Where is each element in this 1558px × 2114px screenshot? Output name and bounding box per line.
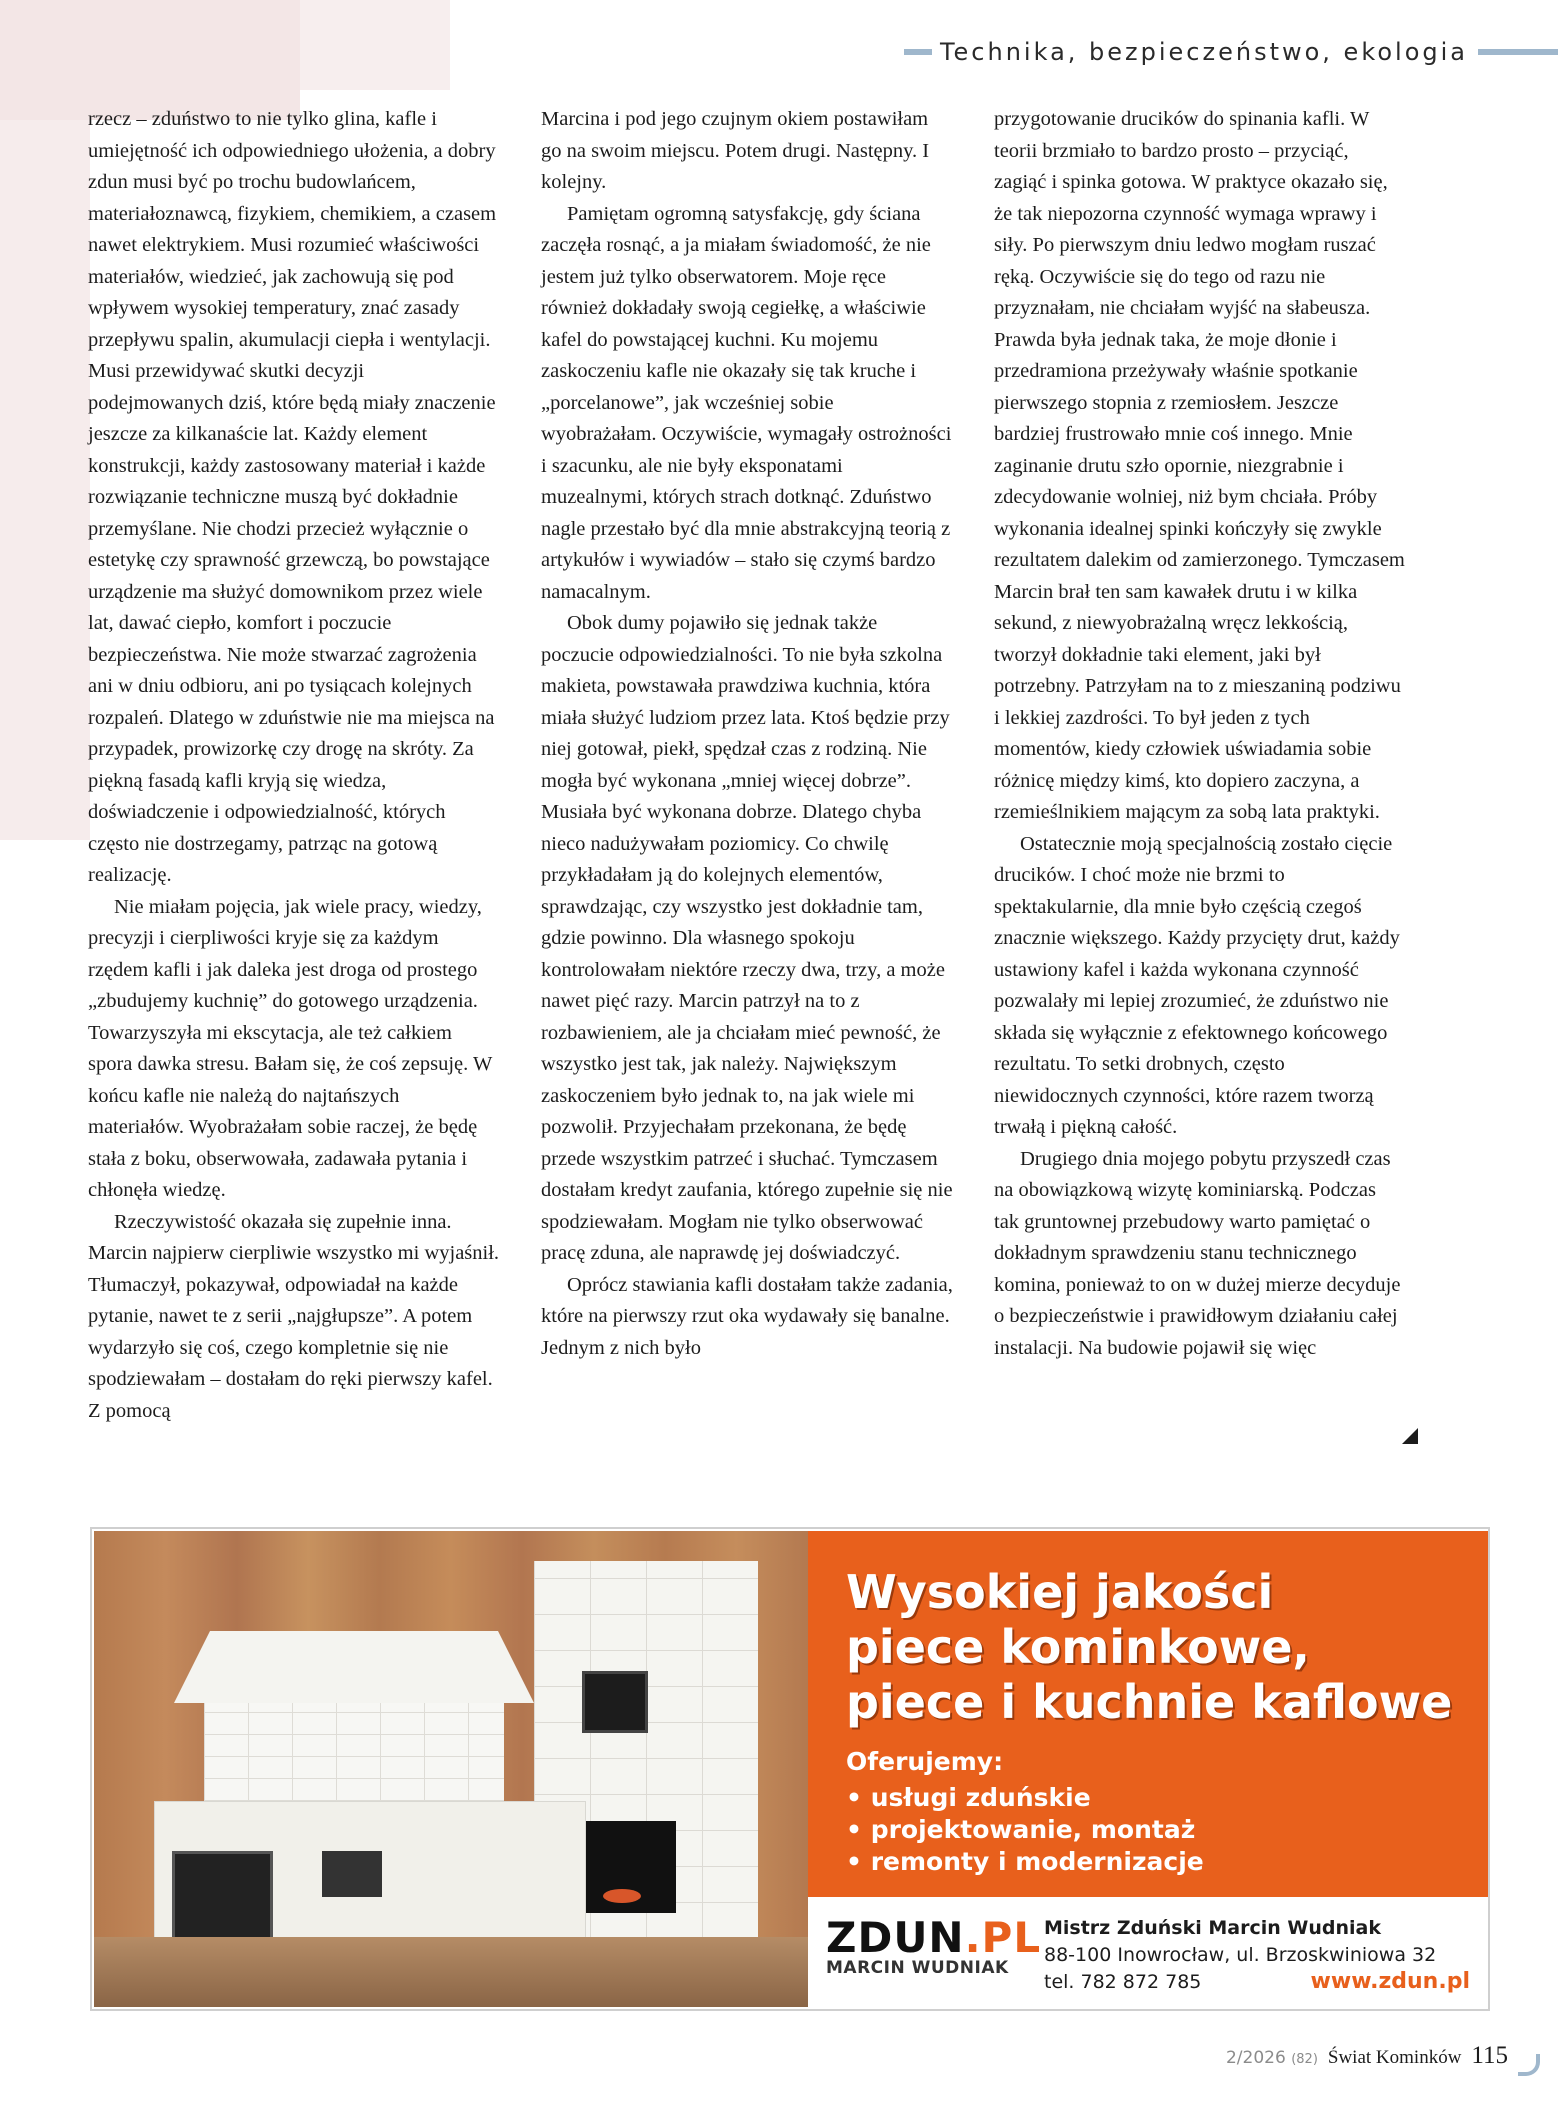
logo-subtitle: MARCIN WUDNIAK bbox=[826, 1958, 1009, 1978]
article-column-1 bbox=[88, 104, 500, 1427]
offer-title: Oferujemy: bbox=[846, 1747, 1004, 1776]
paragraph: Oprócz stawiania kafli dostałam także zadania, które na pierwszy rzut oka wydawały się banalne. Jednym z nich było bbox=[541, 1273, 953, 1359]
header-rule bbox=[904, 49, 932, 55]
paragraph: Nie miałam pojęcia, jak wiele pracy, wiedzy, precyzji i cierpliwości kryje się za każdym rzędem kafli i jak daleka jest droga od prostego „zbudujemy kuchnię” do gotowego urządzenia. Towarzyszyła mi ekscytacja, ale też całkiem spora dawka stresu. Bałam się, że coś zepsuję. W końcu kafle nie należą do najtańszych materiałów. Wyobrażałam sobie raczej, że będę stała z boku, obserwowała, zadawała pytania i chłonęła wiedzę. bbox=[88, 895, 492, 1201]
decorative-block bbox=[0, 0, 300, 120]
ad-headline-line: piece kominkowe, bbox=[846, 1620, 1310, 1674]
offer-item: • usługi zduńskie bbox=[846, 1782, 1204, 1814]
section-header bbox=[904, 34, 1558, 70]
website-link[interactable]: www.zdun.pl bbox=[1310, 1969, 1470, 1994]
page-footer bbox=[1226, 2042, 1508, 2070]
paragraph: przygotowanie drucików do spinania kafli. W teorii brzmiało to bardzo prosto – przyciąć, zagiąć i spinka gotowa. W praktyce okazało się, że tak niepozorna czynność wymaga wprawy i siły. Po pierwszym dniu ledwo mogłam ruszać ręką. Oczywiście się do tego od razu nie przyznałam, nie chciałam wyjść na słabeusza. Prawda była jednak taka, że moje dłonie i przedramiona przeżywały właśnie spotkanie pierwszego stopnia z rzemiosłem. Jeszcze bardziej frustrowało mnie coś innego. Mnie zaginanie drutu szło opornie, niezgrabnie i zdecydowanie wolniej, niż bym chciała. Próby wykonania idealnej spinki kończyły się zwykle rezultatem dalekim od zamierzonego. Tymczasem Marcin brał ten sam kawałek drutu i w kilka sekund, z niewyobrażalną wręcz lekkością, tworzył dokładnie taki element, jaki był potrzebny. Patrzyłam na to z mieszaniną podziwu i lekkiej zazdrości. To był jeden z tych momentów, kiedy człowiek uświadamia sobie różnicę między kimś, kto dopiero zaczyna, a rzemieślnikiem mającym za sobą lata praktyki. bbox=[994, 108, 1405, 823]
article-column-2 bbox=[541, 104, 953, 1364]
logo-main: ZDUN bbox=[826, 1913, 965, 1962]
paragraph: Marcina i pod jego czujnym okiem postawiłam go na swoim miejscu. Potem drugi. Następny. I kolejny. bbox=[541, 108, 930, 193]
paragraph: Drugiego dnia mojego pobytu przyszedł czas na obowiązkową wizytę kominiarską. Podczas tak gruntownej przebudowy warto pamiętać o dokładnym sprawdzeniu stanu technicznego komina, ponieważ to on w dużej mierze decyduje o bezpieczeństwie i prawidłowym działaniu całej instalacji. Na budowie pojawił się więc bbox=[994, 1147, 1401, 1359]
floor bbox=[94, 1937, 808, 2007]
decorative-block bbox=[300, 0, 450, 90]
paragraph: Obok dumy pojawiło się jednak także poczucie odpowiedzialności. To nie była szkolna makieta, powstawała prawdziwa kuchnia, która miała służyć ludziom przez lata. Ktoś będzie przy niej gotował, piekł, spędzał czas z rodziną. Nie mogła być wykonana „mniej więcej dobrze”. Musiała być wykonana dobrze. Dlatego chyba nieco nadużywałam poziomicy. Co chwilę przykładałam ją do kolejnych elementów, sprawdzając, czy wszystko jest dokładnie tam, gdzie powinno. Dla własnego spokoju kontrolowałam niektóre rzeczy dwa, trzy, a może nawet pięć razy. Marcin patrzył na to z rozbawieniem, ale ja chciałam mieć pewność, że wszystko jest tak, jak należy. Największym zaskoczeniem było jednak to, na jak wiele mi pozwolił. Przyjechałam przekonana, że będę przede wszystkim patrzeć i słuchać. Tymczasem dostałam kredyt zaufania, którego zupełnie się nie spodziewałam. Mogłam nie tylko obserwować pracę zduna, ale naprawdę jej doświadczyć. bbox=[541, 612, 953, 1264]
ad-headline bbox=[846, 1565, 1486, 1730]
decorative-block bbox=[0, 120, 90, 840]
issue-sequence: (82) bbox=[1291, 2052, 1318, 2067]
page-number: 115 bbox=[1471, 2042, 1508, 2069]
ad-orange-panel bbox=[808, 1531, 1488, 1897]
ad-photo-tiled-kitchen bbox=[94, 1531, 808, 2007]
ad-headline-line: piece i kuchnie kaflowe bbox=[846, 1675, 1453, 1729]
logo-dot: . bbox=[964, 1913, 982, 1962]
ad-contact-bar bbox=[808, 1897, 1488, 2009]
advertisement[interactable] bbox=[90, 1527, 1490, 2011]
issue-number: 2/2026 bbox=[1225, 2048, 1286, 2068]
section-title: Technika, bezpieczeństwo, ekologia bbox=[939, 38, 1468, 66]
issue-info bbox=[1226, 2048, 1318, 2068]
stove-door bbox=[322, 1851, 382, 1897]
page-corner-icon bbox=[1518, 2054, 1540, 2076]
paragraph: Ostatecznie moją specjalnością zostało cięcie drucików. I choć może nie brzmi to spektakularnie, dla mnie było częścią czegoś znacznie większego. Każdy przycięty drut, każdy ustawiony kafel i każda wykonana czynność pozwalały mi lepiej zrozumieć, że zduństwo nie składa się wyłącznie z efektownego końcowego rezultatu. To setki drobnych, często niewidocznych czynności, które razem tworzą trwałą i piękną całość. bbox=[994, 832, 1400, 1138]
zdun-logo bbox=[826, 1913, 1041, 1978]
offer-item: • remonty i modernizacje bbox=[846, 1846, 1204, 1878]
magazine-name: Świat Kominków bbox=[1327, 2047, 1462, 2068]
offer-list bbox=[846, 1782, 1204, 1878]
ad-headline-line: Wysokiej jakości bbox=[846, 1565, 1274, 1619]
contact-name: Mistrz Zduński Marcin Wudniak bbox=[1044, 1917, 1381, 1939]
tile-backsplash bbox=[204, 1703, 504, 1801]
paragraph: Pamiętam ogromną satysfakcję, gdy ściana zaczęła rosnąć, a ja miałam świadomość, że nie jestem już tylko obserwatorem. Moje ręce również dokładały swoją cegiełkę, a właściwie kafel do powstającej kuchni. Ku mojemu zaskoczeniu kafle nie okazały się tak kruche i „porcelanowe”, jak wcześniej sobie wyobrażałam. Oczywiście, wymagały ostrożności i szacunku, ale nie były eksponatami muzealnymi, których strach dotknąć. Zduństwo nagle przestało być dla mnie abstrakcyjną teorią z artykułów i wywiadów – stało się czymś bardzo namacalnym. bbox=[541, 202, 952, 603]
logo-pl: PL bbox=[981, 1913, 1042, 1962]
offer-item: • projektowanie, montaż bbox=[846, 1814, 1204, 1846]
range-hood bbox=[174, 1631, 534, 1703]
article-column-3 bbox=[994, 104, 1406, 1364]
continued-arrow-icon bbox=[1402, 1428, 1418, 1444]
header-rule bbox=[1478, 49, 1558, 55]
contact-phone[interactable]: tel. 782 872 785 bbox=[1044, 1971, 1202, 1993]
paragraph: rzecz – zduństwo to nie tylko glina, kafle i umiejętność ich odpowiedniego ułożenia, a dobry zdun musi być po trochu budowlańcem, materiałoznawcą, fizykiem, chemikiem, a czasem nawet elektrykiem. Musi rozumieć właściwości materiałów, wiedzieć, jak zachowują się pod wpływem wysokiej temperatury, znać zasady przepływu spalin, akumulacji ciepła i wentylacji. Musi przewidywać skutki decyzji podejmowanych dziś, które będą miały znaczenie jeszcze za kilkanaście lat. Każdy element konstrukcji, każdy zastosowany materiał i każde rozwiązanie techniczne muszą być dokładnie przemyślane. Nie chodzi przecież wyłącznie o estetykę czy sprawność grzewczą, bo powstające urządzenie ma służyć domownikom przez wiele lat, dawać ciepło, komfort i poczucie bezpieczeństwa. Nie może stwarzać zagrożenia ani w dniu odbioru, ani po tysiącach kolejnych rozpaleń. Dlatego w zduństwie nie ma miejsca na przypadek, prowizorkę czy drogę na skróty. Za piękną fasadą kafli kryją się wiedza, doświadczenie i odpowiedzialność, których często nie dostrzegamy, patrząc na gotową realizację. bbox=[88, 108, 497, 886]
paragraph: Rzeczywistość okazała się zupełnie inna. Marcin najpierw cierpliwie wszystko mi wyjaśnił. Tłumaczył, pokazywał, odpowiadał na każde pytanie, nawet te z serii „najgłupsze”. A potem wydarzyło się coś, czego kompletnie się nie spodziewałam – dostałam do ręki pierwszy kafel. Z pomocą bbox=[88, 1210, 500, 1422]
oven-door bbox=[582, 1671, 648, 1733]
contact-address: 88-100 Inowrocław, ul. Brzoskwiniowa 32 bbox=[1044, 1944, 1437, 1966]
